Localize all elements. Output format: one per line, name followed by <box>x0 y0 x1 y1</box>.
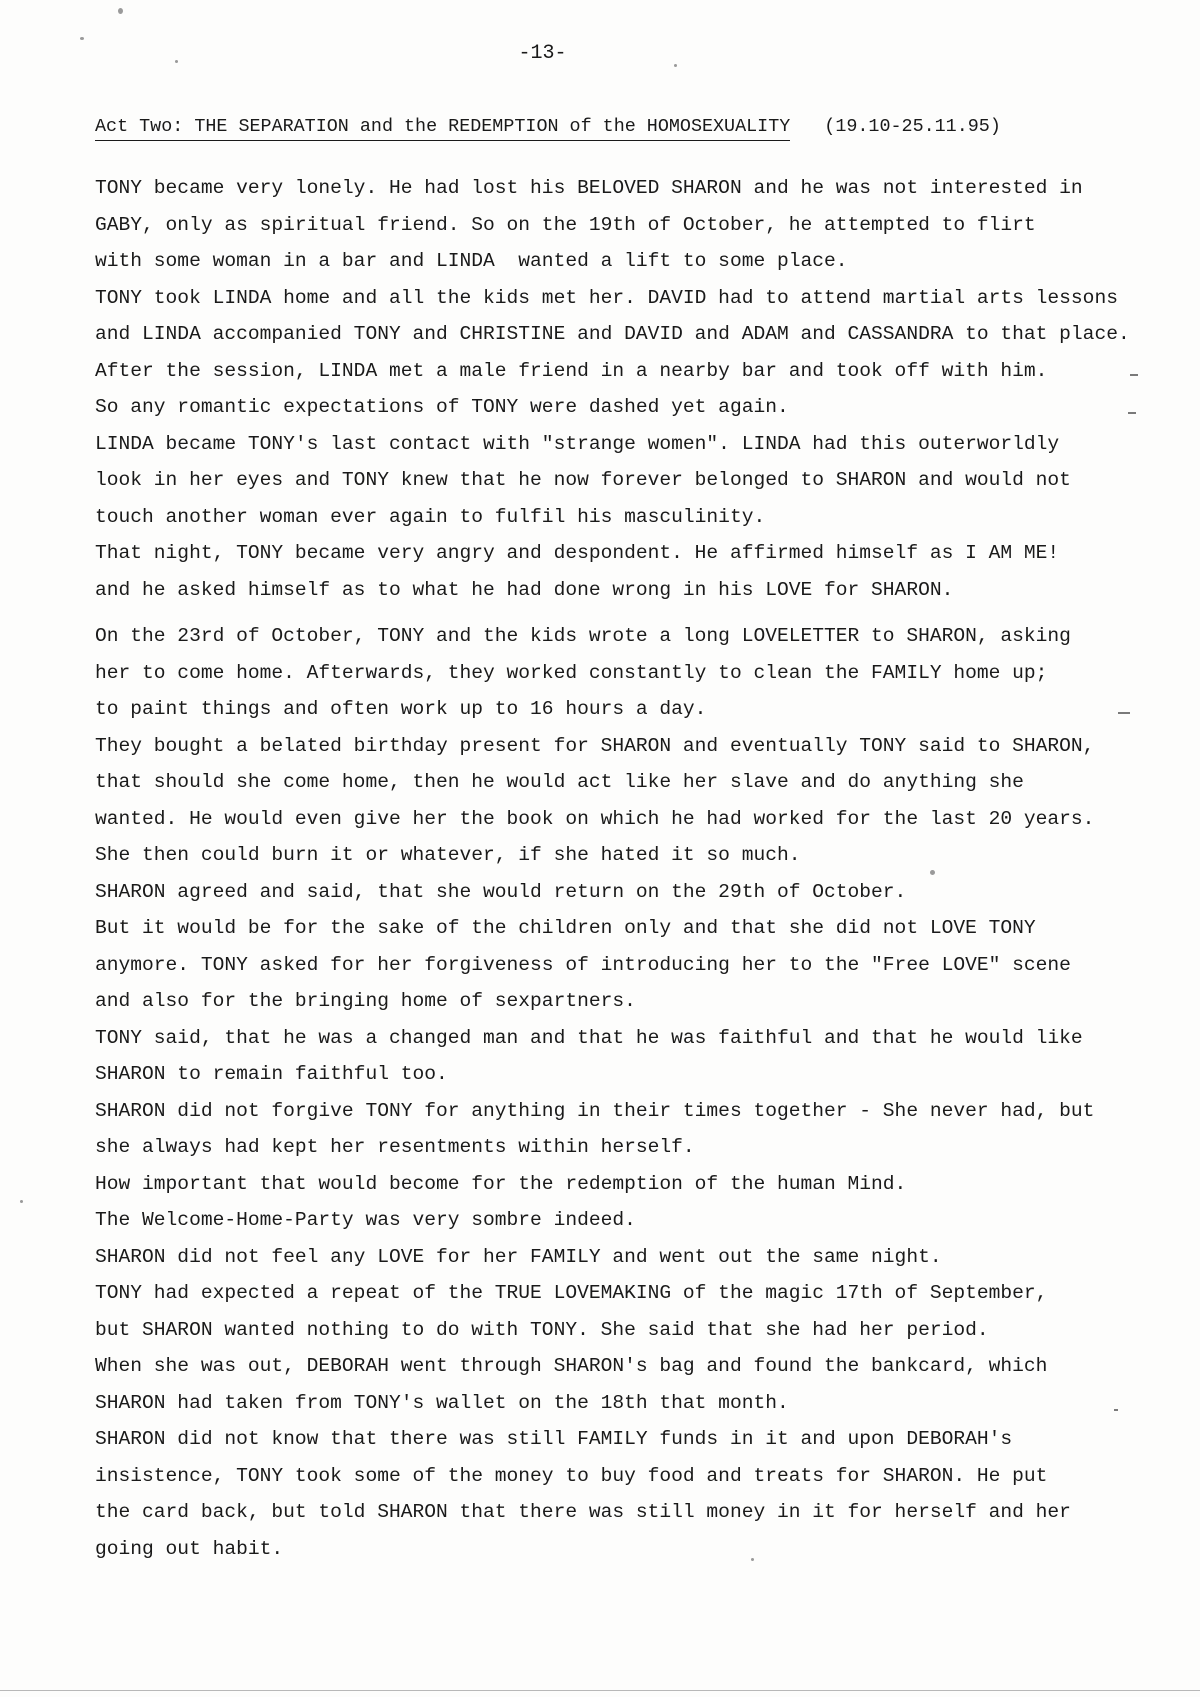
text-line: she always had kept her resentments within herself. <box>95 1136 695 1158</box>
body-text <box>95 170 1155 1567</box>
text-line: LINDA became TONY's last contact with "strange women". LINDA had this outerworldly <box>95 432 1060 455</box>
text-line: to paint things and often work up to 16 hours a day. <box>95 698 707 720</box>
heading-title: Act Two: THE SEPARATION and the REDEMPTION of the HOMOSEXUALITY <box>95 116 790 141</box>
text-line: On the 23rd of October, TONY and the kids wrote a long LOVELETTER to SHARON, asking <box>95 625 1071 647</box>
text-line: with some woman in a bar and LINDA wanted a lift to some place. <box>95 250 848 272</box>
text-line: touch another woman ever again to fulfil his masculinity. <box>95 505 766 528</box>
text-line: So any romantic expectations of TONY were dashed yet again. <box>95 396 789 418</box>
heading-dates: (19.10-25.11.95) <box>824 116 1001 137</box>
text-line: wanted. He would even give her the book on which he had worked for the last 20 years. <box>95 807 1095 830</box>
text-line: SHARON to remain faithful too. <box>95 1063 448 1085</box>
text-line: How important that would become for the redemption of the human Mind. <box>95 1172 907 1195</box>
paragraph <box>95 618 1155 1567</box>
text-line: going out habit. <box>95 1537 284 1560</box>
text-line: look in her eyes and TONY knew that he now forever belonged to SHARON and would not <box>95 469 1071 491</box>
text-line: that should she come home, then he would act like her slave and do anything she <box>95 771 1024 793</box>
text-line: SHARON did not know that there was still FAMILY funds in it and upon DEBORAH's <box>95 1428 1013 1450</box>
text-line: TONY took LINDA home and all the kids met her. DAVID had to attend martial arts lessons <box>95 286 1118 309</box>
text-line: SHARON did not feel any LOVE for her FAMILY and went out the same night. <box>95 1245 942 1268</box>
text-line: GABY, only as spiritual friend. So on the 19th of October, he attempted to flirt <box>95 213 1036 236</box>
text-line: the card back, but told SHARON that there was still money in it for herself and her <box>95 1501 1071 1523</box>
text-line: That night, TONY became very angry and despondent. He affirmed himself as I AM ME! <box>95 542 1060 564</box>
text-line: and he asked himself as to what he had done wrong in his LOVE for SHARON. <box>95 578 954 601</box>
page-bottom-edge <box>0 1690 1200 1691</box>
text-line: SHARON agreed and said, that she would return on the 29th of October. <box>95 880 907 903</box>
scan-speck <box>118 8 123 14</box>
text-line: The Welcome-Home-Party was very sombre indeed. <box>95 1209 636 1231</box>
text-line: anymore. TONY asked for her forgiveness of introducing her to the "Free LOVE" scene <box>95 953 1071 976</box>
scan-speck <box>20 1200 23 1203</box>
section-heading <box>95 116 1135 137</box>
text-line: TONY became very lonely. He had lost his BELOVED SHARON and he was not interested in <box>95 177 1083 199</box>
text-line: She then could burn it or whatever, if she hated it so much. <box>95 844 801 866</box>
text-line: They bought a belated birthday present for SHARON and eventually TONY said to SHARON, <box>95 734 1095 757</box>
text-line: but SHARON wanted nothing to do with TONY. She said that she had her period. <box>95 1318 989 1341</box>
text-line: SHARON had taken from TONY's wallet on the 18th that month. <box>95 1391 789 1414</box>
text-line: SHARON did not forgive TONY for anything in their times together - She never had, but <box>95 1099 1095 1122</box>
text-line: insistence, TONY took some of the money to buy food and treats for SHARON. He put <box>95 1464 1048 1487</box>
text-line: After the session, LINDA met a male friend in a nearby bar and took off with him. <box>95 359 1048 382</box>
text-line: and LINDA accompanied TONY and CHRISTINE and DAVID and ADAM and CASSANDRA to that place. <box>95 323 1130 345</box>
text-line: TONY had expected a repeat of the TRUE LOVEMAKING of the magic 17th of September, <box>95 1282 1048 1304</box>
paragraph <box>95 170 1155 608</box>
text-line: her to come home. Afterwards, they worked constantly to clean the FAMILY home up; <box>95 661 1048 684</box>
page-number: -13- <box>518 42 567 65</box>
text-line: TONY said, that he was a changed man and that he was faithful and that he would like <box>95 1026 1083 1049</box>
text-line: When she was out, DEBORAH went through SHARON's bag and found the bankcard, which <box>95 1355 1048 1377</box>
text-line: But it would be for the sake of the children only and that she did not LOVE TONY <box>95 917 1036 939</box>
paragraph-gap <box>95 608 1155 618</box>
text-line: and also for the bringing home of sexpartners. <box>95 990 636 1012</box>
scan-speck <box>80 37 84 40</box>
